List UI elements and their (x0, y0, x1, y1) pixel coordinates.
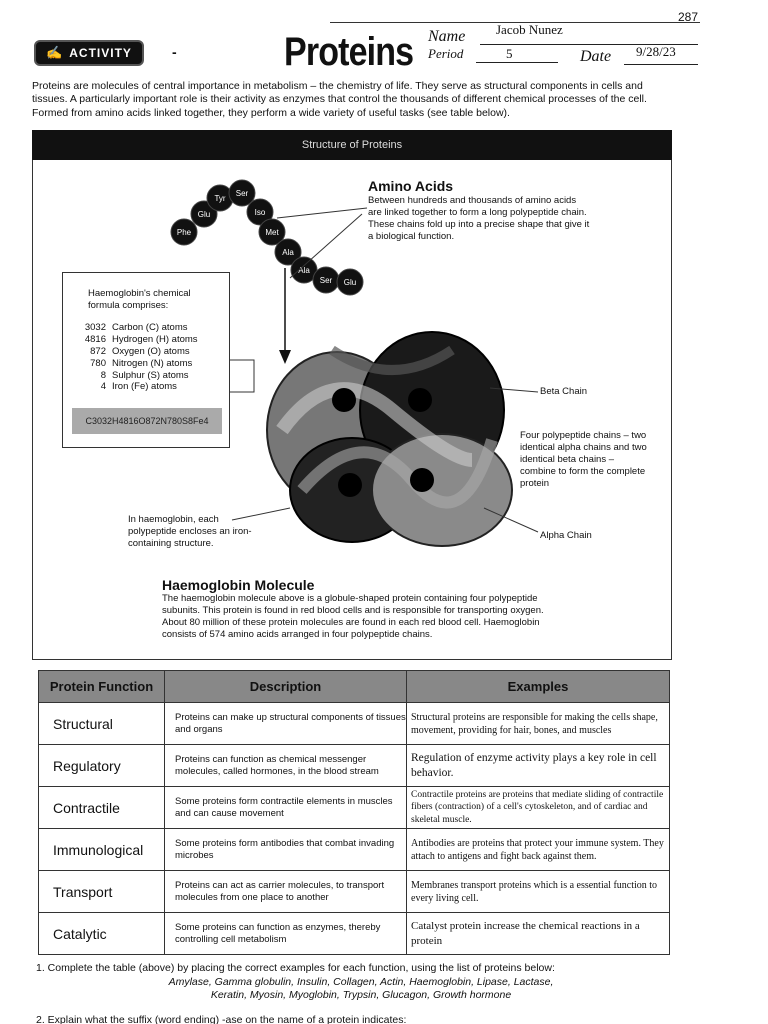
formula-bracket (230, 360, 254, 392)
table-row (39, 787, 670, 829)
amino-acid-label: Tyr (214, 194, 226, 203)
period-field[interactable]: 5 (506, 46, 513, 61)
table-header-row (39, 671, 670, 703)
function-cell: Structural (39, 703, 165, 745)
amino-acids-text: Between hundreds and thousands of amino acids are linked together to form a long polypeptide chain. These chains fold up into a precise shape that give it a biological function. (368, 195, 590, 242)
function-cell: Contractile (39, 787, 165, 829)
examples-cell[interactable]: Membranes transport proteins which is a essential function to every living cell. (407, 871, 670, 913)
protein-list: Amylase, Gamma globulin, Insulin, Collagen, Actin, Haemoglobin, Lipase, Lactase, Keratin, Myosin, Myoglobin, Trypsin, Glucagon, Growth hormone (168, 976, 554, 1002)
amino-acid-label: Iso (254, 208, 266, 217)
amino-acid-label: Phe (176, 228, 192, 237)
period-line (476, 62, 558, 63)
formula-element: Sulphur (S) atoms (112, 369, 189, 381)
page-number: 287 (678, 10, 699, 24)
description-cell: Proteins can function as chemical messenger molecules, called hormones, in the blood stream (165, 745, 407, 787)
amino-leader-1 (277, 208, 367, 218)
protein-function-table (38, 670, 670, 955)
formula-count: 780 (90, 357, 106, 369)
amino-acid-label: Glu (197, 210, 211, 219)
header-examples: Examples (407, 671, 670, 703)
beta-chain-label: Beta Chain (540, 386, 588, 397)
fold-arrow-head (279, 350, 291, 364)
examples-cell[interactable]: Antibodies are proteins that protect your immune system. They attach to antigens and fight back against them. (407, 829, 670, 871)
amino-acids-heading: Amino Acids (368, 178, 454, 194)
header-description: Description (165, 671, 407, 703)
formula-element: Hydrogen (H) atoms (112, 333, 198, 345)
function-cell: Regulatory (39, 745, 165, 787)
function-cell: Immunological (39, 829, 165, 871)
activity-badge-label: ACTIVITY (69, 46, 132, 60)
formula-count: 3032 (84, 322, 106, 333)
formula-row (78, 346, 198, 358)
amino-acid-label: Ala (298, 266, 310, 275)
activity-badge (34, 40, 144, 66)
formula-row (78, 370, 198, 382)
header-protein-function: Protein Function (39, 671, 165, 703)
formula-row (78, 381, 198, 393)
alpha-chain-label: Alpha Chain (540, 530, 592, 541)
formula-element: Iron (Fe) atoms (112, 381, 177, 393)
table-row (39, 871, 670, 913)
four-chains-text: Four polypeptide chains – two identical alpha chains and two identical beta chains – combine to form the complete protein (520, 430, 647, 489)
description-cell: Some proteins can function as enzymes, thereby controlling cell metabolism (165, 913, 407, 955)
name-field[interactable]: Jacob Nunez (496, 22, 563, 37)
description-cell: Proteins can make up structural components of tissues and organs (165, 703, 407, 745)
period-label: Period (428, 46, 464, 61)
description-cell: Some proteins form contractile elements in muscles and can cause movement (165, 787, 407, 829)
examples-cell[interactable]: Regulation of enzyme activity plays a key role in cell behavior. (407, 745, 670, 787)
haemoglobin-heading: Haemoglobin Molecule (162, 577, 315, 593)
date-field[interactable]: 9/28/23 (636, 44, 676, 59)
formula-row (78, 358, 198, 370)
formula-count: 872 (90, 345, 106, 357)
description-cell: Proteins can act as carrier molecules, to transport molecules from one place to another (165, 871, 407, 913)
function-cell: Transport (39, 871, 165, 913)
formula-count: 8 (100, 369, 106, 381)
tick-mark: - (172, 44, 177, 60)
amino-acid-label: Ala (282, 248, 294, 257)
structure-header: Structure of Proteins (32, 130, 672, 160)
question-2: 2. Explain what the suffix (word ending) -ase on the name of a protein indicates: (36, 1014, 407, 1024)
date-label: Date (580, 48, 612, 65)
formula-heading: Haemoglobin's chemical formula comprises: (88, 288, 191, 311)
formula-count: 4 (100, 381, 106, 393)
formula-chip: C3032H4816O872N780S8Fe4 (72, 408, 222, 434)
formula-element: Nitrogen (N) atoms (112, 357, 193, 369)
formula-element: Oxygen (O) atoms (112, 345, 190, 357)
table-row (39, 745, 670, 787)
iron-structure-text: In haemoglobin, each polypeptide encloses an iron-containing structure. (128, 514, 252, 549)
amino-acid-label: Met (265, 228, 279, 237)
table-row (39, 829, 670, 871)
question-1: 1. Complete the table (above) by placing the correct examples for each function, using the list of proteins below: (36, 962, 555, 974)
function-cell: Catalytic (39, 913, 165, 955)
table-row (39, 703, 670, 745)
amino-acid-label: Ser (235, 189, 249, 198)
intro-paragraph: Proteins are molecules of central importance in metabolism – the chemistry of life. They serve as structural components in cells and tissues. A particularly important role is their activity as enzymes that control the thousands of different chemical processes of the cell. Formed from amino acids linked together, they perform a wide variety of useful tasks (see table below). (32, 80, 647, 119)
examples-cell[interactable]: Structural proteins are responsible for making the cells shape, movement, providing for hair, bones, and muscles (407, 703, 670, 745)
amino-acid-label: Ser (319, 276, 333, 285)
formula-row (78, 334, 198, 346)
table-row (39, 913, 670, 955)
name-label: Name (428, 28, 466, 45)
amino-acid-label: Glu (343, 278, 357, 287)
formula-list (78, 322, 198, 393)
haemoglobin-molecule (267, 332, 512, 546)
page-title: Proteins (284, 30, 414, 74)
examples-cell[interactable]: Catalyst protein increase the chemical reactions in a protein (407, 913, 670, 955)
formula-count: 4816 (84, 333, 106, 345)
pen-icon: ✍ (46, 45, 64, 60)
examples-cell[interactable]: Contractile proteins are proteins that mediate sliding of contractile fibers (contraction) of a cell's cytoskeleton, and of cardiac and skeletal muscle. (407, 787, 670, 829)
formula-element: Carbon (C) atoms (112, 322, 188, 333)
date-line (624, 64, 698, 65)
formula-row (78, 322, 198, 334)
description-cell: Some proteins form antibodies that combat invading microbes (165, 829, 407, 871)
haemoglobin-text: The haemoglobin molecule above is a globule-shaped protein containing four polypeptide subunits. This protein is found in red blood cells and is responsible for transporting oxygen. About 80 million of these protein molecules are found in each red blood cell. Haemoglobin consists of 574 amino acids arranged in four polypeptide chains. (162, 593, 544, 640)
